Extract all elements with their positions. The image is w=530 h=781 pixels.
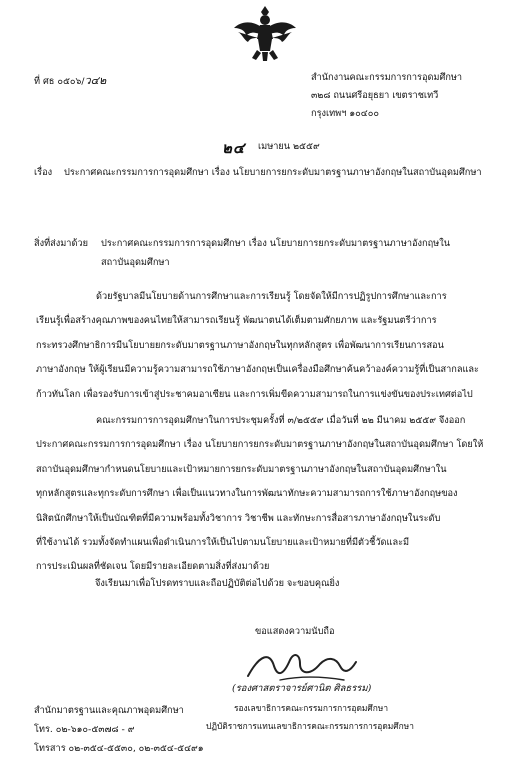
sender-org: สำนักงานคณะกรรมการการอุดมศึกษา: [311, 72, 463, 83]
paragraph-1-line: กระทรวงศึกษาธิการมีนโยบายยกระดับมาตรฐานภาษาอังกฤษในทุกหลักสูตร เพื่อพัฒนาการเรียนการสอน: [36, 339, 444, 351]
contact-fax: โทรสาร ๐๒-๓๕๔-๕๕๓๐, ๐๒-๓๕๔-๕๔๙๑: [34, 743, 204, 754]
contact-phone: โทร. ๐๒-๖๑๐-๕๓๗๘ - ๙: [34, 724, 135, 735]
sender-city: กรุงเทพฯ ๑๐๔๐๐: [311, 108, 379, 119]
enclosure-line-1: ประกาศคณะกรรมการการอุดมศึกษา เรื่อง นโยบายการยกระดับมาตรฐานภาษาอังกฤษใน: [101, 238, 450, 249]
paragraph-2-line: การประเมินผลที่ชัดเจน โดยมีรายละเอียดตามสิ่งที่ส่งมาด้วย: [36, 561, 270, 573]
date-month-year: เมษายน ๒๕๕๙: [258, 141, 320, 152]
body-paragraph-2: [36, 409, 504, 580]
sender-address: ๓๒๘ ถนนศรีอยุธยา เขตราชเทวี: [311, 90, 439, 101]
paragraph-2-line: ทุกหลักสูตรและทุกระดับการศึกษา เพื่อเป็นแนวทางในการพัฒนาทักษะความสามารถการใช้ภาษาอังกฤษของ: [36, 488, 458, 500]
paragraph-1-line: ภาษาอังกฤษ ให้ผู้เรียนมีความรู้ความสามารถใช้ภาษาอังกฤษเป็นเครื่องมือศึกษาค้นคว้าองค์ความรู้ที่เป็นสากลและ: [36, 364, 479, 376]
closing-request: จึงเรียนมาเพื่อโปรดทราบและถือปฏิบัติต่อไปด้วย จะขอบคุณยิ่ง: [95, 578, 340, 589]
enclosure-label: สิ่งที่ส่งมาด้วย: [34, 238, 88, 249]
body-paragraph-1: [36, 285, 504, 407]
document-number-handwritten: ว๔๒: [84, 74, 107, 87]
paragraph-1-line: ก้าวทันโลก เพื่อรองรับการเข้าสู่ประชาคมอาเซียน และการเพิ่มขีดความสามารถในการแข่งขันของประเทศต่อไป: [36, 388, 473, 400]
subject-text: ประกาศคณะกรรมการการอุดมศึกษา เรื่อง นโยบายการยกระดับมาตรฐานภาษาอังกฤษในสถาบันอุดมศึกษา: [64, 167, 482, 178]
paragraph-2-line: ประกาศคณะกรรมการการอุดมศึกษา เรื่อง นโยบายการยกระดับมาตรฐานภาษาอังกฤษในสถาบันอุดมศึกษา โดยให้: [36, 439, 484, 451]
signatory-position-2: ปฏิบัติราชการแทนเลขาธิการคณะกรรมการการอุดมศึกษา: [206, 721, 414, 731]
signatory-name: (รองศาสตราจารย์ศานิต ศิลธรรม): [232, 683, 372, 694]
document-number: [34, 71, 106, 89]
paragraph-1-line: เรียนรู้เพื่อสร้างคุณภาพของคนไทยให้สามารถเรียนรู้ พัฒนาตนได้เต็มตามศักยภาพ และรัฐมนตรีว่าการ: [36, 315, 437, 327]
signatory-position-1: รองเลขาธิการคณะกรรมการการอุดมศึกษา: [234, 703, 389, 713]
enclosure-line-2: สถาบันอุดมศึกษา: [101, 257, 170, 268]
closing-salutation: ขอแสดงความนับถือ: [255, 626, 335, 637]
paragraph-2-line: สถาบันอุดมศึกษากำหนดนโยบายและเป้าหมายการยกระดับมาตรฐานภาษาอังกฤษในสถาบันอุดมศึกษาใน: [36, 463, 447, 475]
paragraph-2-line: นิสิตนักศึกษาให้เป็นบัณฑิตที่มีความพร้อมทั้งวิชาการ วิชาชีพ และทักษะการสื่อสารภาษาอังกฤษในระดับ: [36, 512, 441, 524]
document-number-prefix: ที่ ศธ ๐๕๐๖/: [34, 76, 85, 87]
paragraph-2-line: ที่ใช้งานได้ รวมทั้งจัดทำแผนเพื่อดำเนินการให้เป็นไปตามนโยบายและเป้าหมายที่มีตัวชี้วัดและมี: [36, 537, 410, 549]
paragraph-2-line: คณะกรรมการการอุดมศึกษาในการประชุมครั้งที่ ๓/๒๕๕๙ เมื่อวันที่ ๒๒ มีนาคม ๒๕๕๙ จึงออก: [96, 415, 466, 426]
contact-office: สำนักมาตรฐานและคุณภาพอุดมศึกษา: [34, 705, 184, 716]
handwritten-signature: [240, 646, 360, 686]
paragraph-1-line: ด้วยรัฐบาลมีนโยบายด้านการศึกษาและการเรียนรู้ โดยจัดให้มีการปฏิรูปการศึกษาและการ: [96, 291, 447, 302]
date-day-handwritten: ๒๔: [222, 139, 246, 157]
garuda-emblem-icon: [232, 4, 298, 64]
subject-label: เรื่อง: [34, 167, 53, 178]
